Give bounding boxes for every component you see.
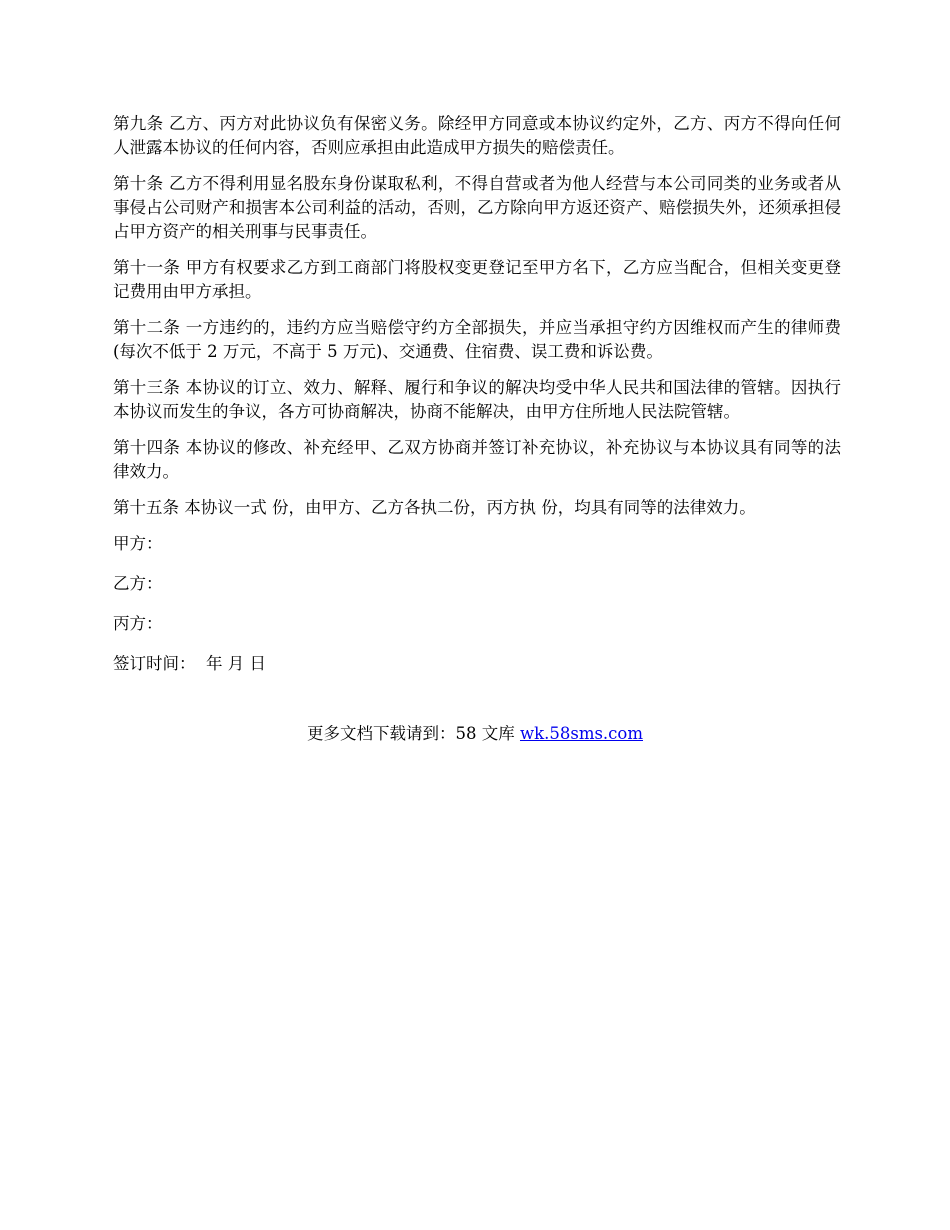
- document-body: [113, 112, 841, 692]
- article-9: 第九条 乙方、丙方对此协议负有保密义务。除经甲方同意或本协议约定外，乙方、丙方不得向任何人泄露本协议的任何内容，否则应承担由此造成甲方损失的赔偿责任。: [113, 114, 841, 157]
- signing-date: 签订时间： 年 月 日: [113, 654, 266, 673]
- party-b-signature: 乙方：: [113, 574, 163, 593]
- footer-link[interactable]: wk.58sms.com: [519, 724, 643, 743]
- party-a-signature: 甲方：: [113, 534, 163, 553]
- article-14: 第十四条 本协议的修改、补充经甲、乙双方协商并签订补充协议，补充协议与本协议具有同等的法律效力。: [113, 438, 841, 481]
- footer: [0, 722, 950, 746]
- article-10: 第十条 乙方不得利用显名股东身份谋取私利，不得自营或者为他人经营与本公司同类的业务或者从事侵占公司财产和损害本公司利益的活动，否则，乙方除向甲方返还资产、赔偿损失外，还须承担侵占甲方资产的相关刑事与民事责任。: [113, 174, 841, 241]
- party-c-signature: 丙方：: [113, 614, 163, 633]
- footer-text: 更多文档下载请到：58 文库: [306, 724, 520, 743]
- article-15: 第十五条 本协议一式 份，由甲方、乙方各执二份，丙方执 份，均具有同等的法律效力。: [113, 498, 756, 517]
- article-12: 第十二条 一方违约的，违约方应当赔偿守约方全部损失，并应当承担守约方因维权而产生的律师费(每次不低于 2 万元，不高于 5 万元)、交通费、住宿费、误工费和诉讼费。: [113, 318, 841, 361]
- article-13: 第十三条 本协议的订立、效力、解释、履行和争议的解决均受中华人民共和国法律的管辖。因执行本协议而发生的争议，各方可协商解决，协商不能解决，由甲方住所地人民法院管辖。: [113, 378, 841, 421]
- article-11: 第十一条 甲方有权要求乙方到工商部门将股权变更登记至甲方名下，乙方应当配合，但相关变更登记费用由甲方承担。: [113, 258, 841, 301]
